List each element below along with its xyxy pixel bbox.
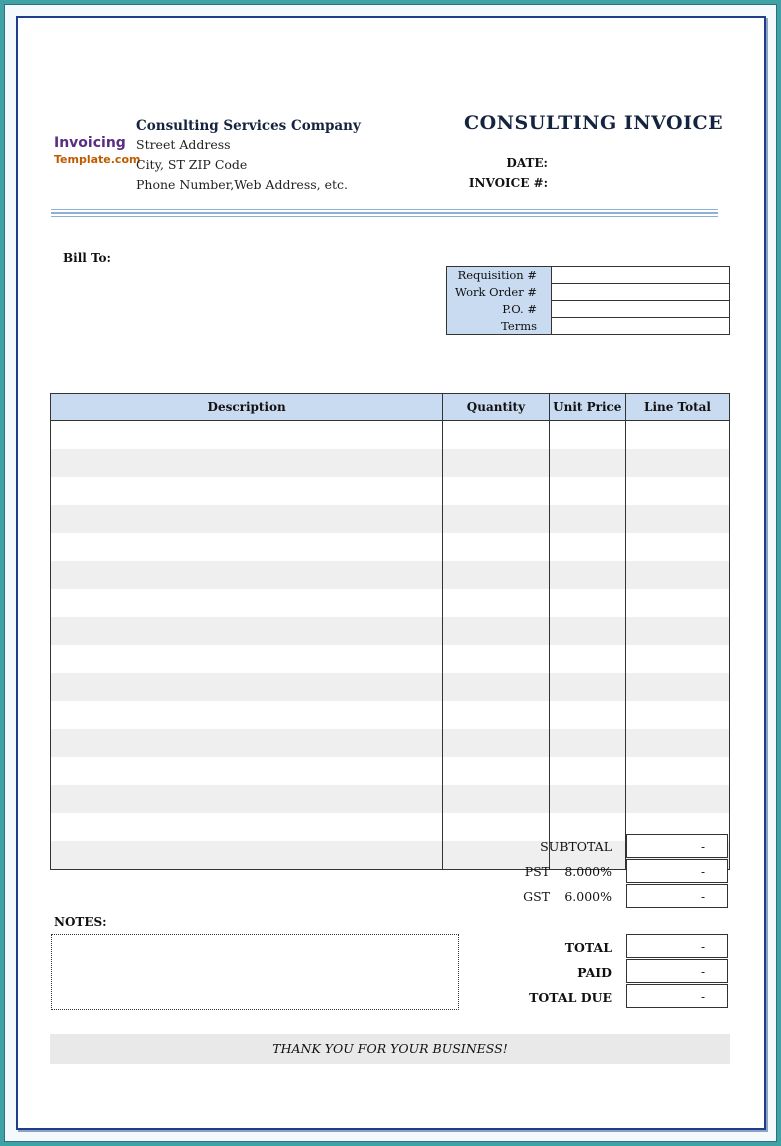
description-cell[interactable] (51, 561, 443, 589)
header-rule (51, 209, 718, 210)
unit-price-cell[interactable] (549, 813, 625, 841)
description-cell[interactable] (51, 589, 443, 617)
line-total-cell[interactable] (626, 589, 730, 617)
line-total-cell[interactable] (626, 701, 730, 729)
quantity-cell[interactable] (443, 505, 549, 533)
description-cell[interactable] (51, 505, 443, 533)
subtotal-label: SUBTOTAL (540, 839, 612, 854)
description-cell[interactable] (51, 757, 443, 785)
line-total-cell[interactable] (626, 477, 730, 505)
table-row (51, 477, 730, 505)
unit-price-cell[interactable] (549, 505, 625, 533)
table-row (51, 645, 730, 673)
gst-value[interactable]: - (626, 884, 728, 908)
notes-label: NOTES: (54, 915, 107, 929)
quantity-cell[interactable] (443, 561, 549, 589)
description-cell[interactable] (51, 449, 443, 477)
logo-line1: Invoicing (54, 135, 126, 151)
description-cell[interactable] (51, 785, 443, 813)
pst-value[interactable]: - (626, 859, 728, 883)
unit-price-cell[interactable] (549, 673, 625, 701)
line-total-cell[interactable] (626, 729, 730, 757)
description-cell[interactable] (51, 841, 443, 870)
quantity-cell[interactable] (443, 645, 549, 673)
description-cell[interactable] (51, 421, 443, 450)
company-name: Consulting Services Company (136, 118, 361, 134)
date-label: DATE: (506, 156, 548, 170)
unit-price-cell[interactable] (549, 729, 625, 757)
description-header: Description (51, 394, 443, 421)
table-row (51, 729, 730, 757)
unit-price-cell[interactable] (549, 589, 625, 617)
header-rule (51, 216, 718, 217)
total-due-value[interactable]: - (626, 984, 728, 1008)
unit-price-cell[interactable] (549, 701, 625, 729)
table-row (51, 617, 730, 645)
paid-label: PAID (577, 965, 612, 980)
quantity-cell[interactable] (443, 589, 549, 617)
po-field[interactable] (552, 301, 730, 318)
total-value[interactable]: - (626, 934, 728, 958)
description-cell[interactable] (51, 673, 443, 701)
table-row (51, 561, 730, 589)
unit-price-cell[interactable] (549, 533, 625, 561)
description-cell[interactable] (51, 701, 443, 729)
table-row (51, 449, 730, 477)
quantity-cell[interactable] (443, 477, 549, 505)
paid-value[interactable]: - (626, 959, 728, 983)
notes-field[interactable] (51, 934, 459, 1010)
description-cell[interactable] (51, 729, 443, 757)
line-total-cell[interactable] (626, 673, 730, 701)
unit-price-cell[interactable] (549, 757, 625, 785)
bill-to-label: Bill To: (63, 251, 111, 265)
total-label: TOTAL (564, 940, 612, 955)
line-total-cell[interactable] (626, 785, 730, 813)
table-row (51, 589, 730, 617)
line-total-cell[interactable] (626, 757, 730, 785)
quantity-cell[interactable] (443, 757, 549, 785)
quantity-cell[interactable] (443, 617, 549, 645)
invoice-title: CONSULTING INVOICE (464, 112, 724, 134)
terms-field[interactable] (552, 318, 730, 335)
quantity-cell[interactable] (443, 701, 549, 729)
company-city: City, ST ZIP Code (136, 157, 248, 172)
quantity-cell[interactable] (443, 785, 549, 813)
quantity-cell[interactable] (443, 533, 549, 561)
line-total-cell[interactable] (626, 505, 730, 533)
terms-label: Terms (447, 318, 552, 335)
quantity-cell[interactable] (443, 673, 549, 701)
unit-price-cell[interactable] (549, 449, 625, 477)
quantity-cell[interactable] (443, 729, 549, 757)
requisition-field[interactable] (552, 267, 730, 284)
quantity-cell[interactable] (443, 813, 549, 841)
company-street: Street Address (136, 137, 231, 152)
work-order-label: Work Order # (447, 284, 552, 301)
line-total-cell[interactable] (626, 421, 730, 450)
thank-you-banner: THANK YOU FOR YOUR BUSINESS! (50, 1034, 730, 1064)
description-cell[interactable] (51, 813, 443, 841)
line-items-table (50, 393, 730, 870)
line-total-cell[interactable] (626, 533, 730, 561)
invoice-number-label: INVOICE #: (468, 176, 548, 190)
pst-rate[interactable]: 8.000% (564, 864, 612, 879)
line-total-cell[interactable] (626, 645, 730, 673)
invoice-page (16, 16, 766, 1130)
line-total-header: Line Total (626, 394, 730, 421)
quantity-cell[interactable] (443, 421, 549, 450)
line-total-cell[interactable] (626, 617, 730, 645)
order-info-box (446, 266, 730, 335)
logo (54, 135, 141, 166)
table-row (51, 673, 730, 701)
company-contact: Phone Number,Web Address, etc. (136, 177, 348, 192)
pst-label: PST (524, 864, 550, 879)
table-row (51, 757, 730, 785)
table-row (51, 505, 730, 533)
table-row (51, 421, 730, 450)
quantity-cell[interactable] (443, 449, 549, 477)
description-cell[interactable] (51, 645, 443, 673)
unit-price-cell[interactable] (549, 645, 625, 673)
po-label: P.O. # (447, 301, 552, 318)
description-cell[interactable] (51, 477, 443, 505)
unit-price-cell[interactable] (549, 617, 625, 645)
unit-price-header: Unit Price (549, 394, 625, 421)
line-total-cell[interactable] (626, 449, 730, 477)
gst-label: GST (523, 889, 550, 904)
description-cell[interactable] (51, 533, 443, 561)
description-cell[interactable] (51, 617, 443, 645)
subtotal-value[interactable]: - (626, 834, 728, 858)
header-rule (51, 212, 718, 214)
table-row (51, 533, 730, 561)
quantity-header: Quantity (443, 394, 549, 421)
work-order-field[interactable] (552, 284, 730, 301)
gst-rate[interactable]: 6.000% (564, 889, 612, 904)
requisition-label: Requisition # (447, 267, 552, 284)
unit-price-cell[interactable] (549, 477, 625, 505)
unit-price-cell[interactable] (549, 785, 625, 813)
logo-line2: Template.com (54, 152, 141, 166)
unit-price-cell[interactable] (549, 421, 625, 450)
table-row (51, 701, 730, 729)
total-due-label: TOTAL DUE (529, 990, 612, 1005)
line-total-cell[interactable] (626, 561, 730, 589)
unit-price-cell[interactable] (549, 561, 625, 589)
table-row (51, 785, 730, 813)
